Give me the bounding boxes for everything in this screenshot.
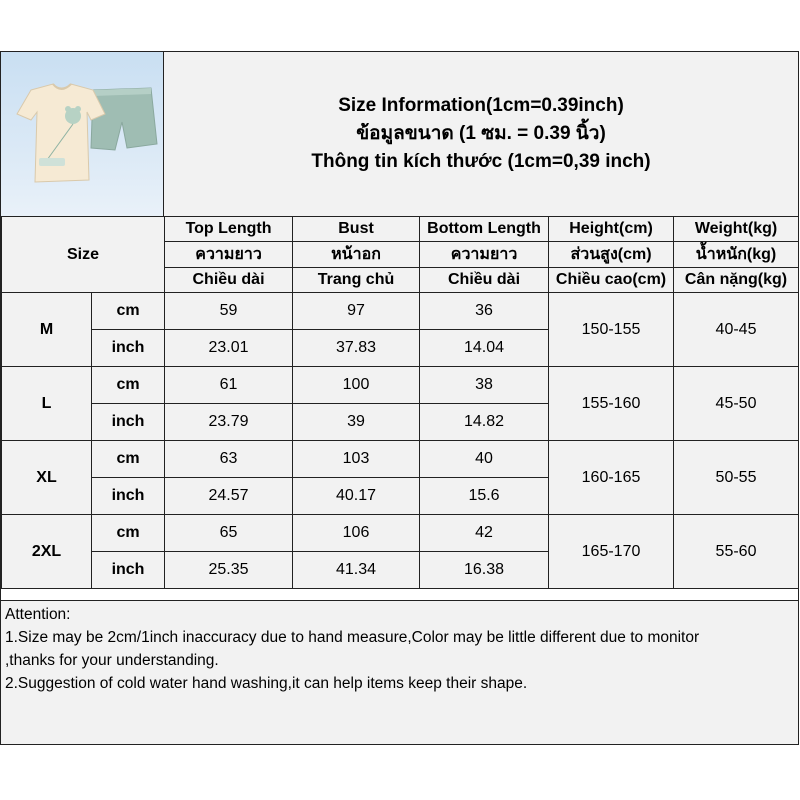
- col-bottom-length-th: ความยาว: [420, 242, 549, 268]
- col-bust-en: Bust: [293, 217, 420, 242]
- note-2: 2.Suggestion of cold water hand washing,it can help items keep their shape.: [5, 675, 528, 692]
- table-row: [2, 293, 799, 330]
- bust-inch: 40.17: [293, 478, 420, 515]
- bust-cm: 97: [293, 293, 420, 330]
- weight-range: 40-45: [674, 293, 799, 367]
- col-top-length-vi: Chiều dài: [165, 268, 293, 293]
- size-chart-sheet: [0, 51, 799, 745]
- note-1-continued: ,thanks for your understanding.: [5, 652, 219, 669]
- top-length-cm: 63: [165, 441, 293, 478]
- product-photo: [1, 52, 164, 216]
- bottom-length-inch: 14.04: [420, 330, 549, 367]
- title-vietnamese: Thông tin kích thước (1cm=0,39 inch): [311, 151, 651, 172]
- bust-inch: 39: [293, 404, 420, 441]
- height-range: 165-170: [549, 515, 674, 589]
- col-height-en: Height(cm): [549, 217, 674, 242]
- bottom-length-inch: 15.6: [420, 478, 549, 515]
- bottom-length-inch: 16.38: [420, 552, 549, 589]
- size-table: [1, 216, 799, 589]
- top-length-inch: 24.57: [165, 478, 293, 515]
- top-length-inch: 25.35: [165, 552, 293, 589]
- unit-cm: cm: [92, 293, 165, 330]
- col-top-length-th: ความยาว: [165, 242, 293, 268]
- size-header: Size: [2, 217, 165, 293]
- col-bust-vi: Trang chủ: [293, 268, 420, 293]
- size-label: M: [2, 293, 92, 367]
- height-range: 150-155: [549, 293, 674, 367]
- bottom-length-cm: 42: [420, 515, 549, 552]
- title-english: Size Information(1cm=0.39inch): [338, 95, 624, 116]
- height-range: 160-165: [549, 441, 674, 515]
- bust-cm: 106: [293, 515, 420, 552]
- top-length-inch: 23.79: [165, 404, 293, 441]
- top-length-cm: 65: [165, 515, 293, 552]
- unit-inch: inch: [92, 404, 165, 441]
- unit-cm: cm: [92, 441, 165, 478]
- pajama-set-illustration: [1, 52, 164, 216]
- col-weight-th: น้ำหนัก(kg): [674, 242, 799, 268]
- title-thai: ข้อมูลขนาด (1 ซม. = 0.39 นิ้ว): [356, 123, 606, 144]
- bottom-length-cm: 38: [420, 367, 549, 404]
- col-height-th: ส่วนสูง(cm): [549, 242, 674, 268]
- unit-inch: inch: [92, 552, 165, 589]
- col-top-length-en: Top Length: [165, 217, 293, 242]
- table-row: [2, 441, 799, 478]
- table-row: [2, 515, 799, 552]
- top-length-cm: 61: [165, 367, 293, 404]
- unit-cm: cm: [92, 515, 165, 552]
- notes-heading: Attention:: [5, 606, 71, 623]
- weight-range: 45-50: [674, 367, 799, 441]
- bust-inch: 41.34: [293, 552, 420, 589]
- table-row: [2, 367, 799, 404]
- shorts-image: [91, 88, 157, 150]
- bust-inch: 37.83: [293, 330, 420, 367]
- bust-cm: 103: [293, 441, 420, 478]
- weight-range: 55-60: [674, 515, 799, 589]
- bust-cm: 100: [293, 367, 420, 404]
- unit-inch: inch: [92, 330, 165, 367]
- unit-cm: cm: [92, 367, 165, 404]
- size-label: L: [2, 367, 92, 441]
- top-length-inch: 23.01: [165, 330, 293, 367]
- col-weight-vi: Cân nặng(kg): [674, 268, 799, 293]
- col-bust-th: หน้าอก: [293, 242, 420, 268]
- note-1: 1.Size may be 2cm/1inch inaccuracy due to hand measure,Color may be little different due to monitor: [5, 629, 700, 646]
- size-label: 2XL: [2, 515, 92, 589]
- unit-inch: inch: [92, 478, 165, 515]
- col-weight-en: Weight(kg): [674, 217, 799, 242]
- attention-notes: [1, 600, 798, 744]
- size-label: XL: [2, 441, 92, 515]
- bottom-length-cm: 36: [420, 293, 549, 330]
- col-height-vi: Chiều cao(cm): [549, 268, 674, 293]
- col-bottom-length-en: Bottom Length: [420, 217, 549, 242]
- weight-range: 50-55: [674, 441, 799, 515]
- height-range: 155-160: [549, 367, 674, 441]
- top-length-cm: 59: [165, 293, 293, 330]
- col-bottom-length-vi: Chiều dài: [420, 268, 549, 293]
- bottom-length-cm: 40: [420, 441, 549, 478]
- size-info-title: [164, 52, 798, 216]
- bottom-length-inch: 14.82: [420, 404, 549, 441]
